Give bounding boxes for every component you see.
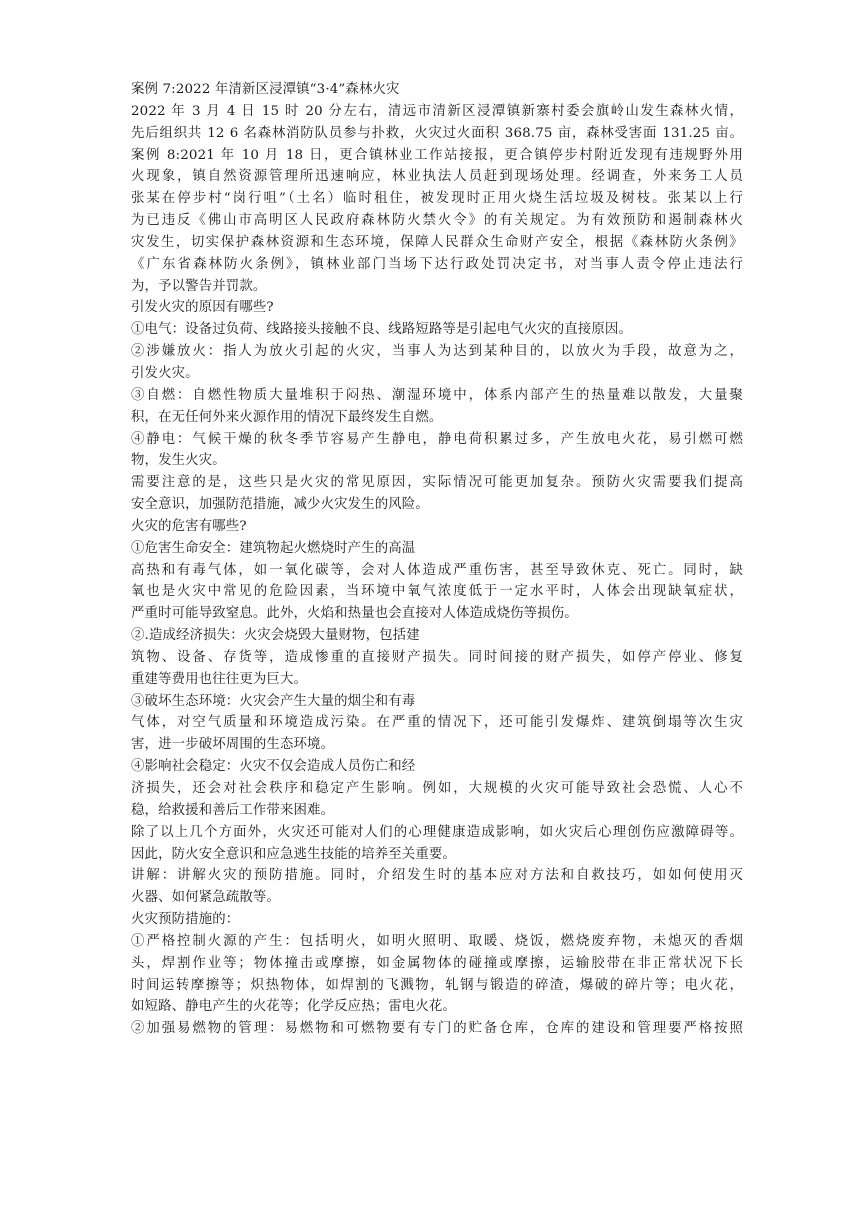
text-line: ②涉嫌放火：指人为放火引起的火灾，当事人为达到某种目的，以放火为手段，故意为之， bbox=[131, 344, 743, 360]
text-line: 张某在停步村“岗行咀”（土名）临时租住，被发现时正用火烧生活垃圾及树枝。张某以上行 bbox=[131, 191, 743, 207]
text-line: 重建等费用也往往更为巨大。 bbox=[131, 671, 308, 687]
text-line: 案例 7:2022 年清新区浸潭镇“3·4”森林火灾 bbox=[131, 82, 400, 97]
text-line: ②.造成经济损失：火灾会烧毁大量财物，包括建 bbox=[131, 628, 420, 644]
text-line: 火灾的危害有哪些? bbox=[131, 518, 247, 534]
text-line: 《广东省森林防火条例》，镇林业部门当场下达行政处罚决定书，对当事人责令停止违法行 bbox=[131, 256, 743, 272]
text-line: 积，在无任何外来火源作用的情况下最终发生自燃。 bbox=[131, 409, 443, 425]
text-line: ①电气：设备过负荷、线路接头接触不良、线路短路等是引起电气火灾的直接原因。 bbox=[131, 322, 633, 338]
text-line: ④影响社会稳定：火灾不仅会造成人员伤亡和经 bbox=[131, 759, 416, 775]
text-line: 严重时可能导致窒息。此外，火焰和热量也会直接对人体造成烧伤等损伤。 bbox=[131, 606, 578, 622]
text-line: 气体，对空气质量和环境造成污染。在严重的情况下，还可能引发爆炸、建筑倒塌等次生灾 bbox=[131, 715, 743, 731]
text-line: ①严格控制火源的产生：包括明火，如明火照明、取暖、烧饭，燃烧废弃物，未熄灭的香烟 bbox=[131, 933, 743, 949]
text-line: 如短路、静电产生的火花等；化学反应热；雷电火花。 bbox=[131, 999, 456, 1015]
text-line: 因此，防火安全意识和应急逃生技能的培养至关重要。 bbox=[131, 846, 456, 862]
text-line: 为，予以警告并罚款。 bbox=[131, 278, 267, 294]
text-line: 灾发生，切实保护森林资源和生态环境，保障人民群众生命财产安全，根据《森林防火条例》 bbox=[131, 234, 743, 250]
text-line: 案例 8:2021 年 10 月 18 日，更合镇林业工作站接报，更合镇停步村附近发现有违规野外用 bbox=[131, 147, 743, 163]
text-line: 火器、如何紧急疏散等。 bbox=[131, 890, 280, 906]
text-line: 2022 年 3 月 4 日 15 时 20 分左右，清远市清新区浸潭镇新寨村委会旗岭山发生森林火情， bbox=[131, 103, 743, 119]
text-line: 除了以上几个方面外，火灾还可能对人们的心理健康造成影响，如火灾后心理创伤应激障碍等。 bbox=[131, 824, 743, 840]
text-line: 时间运转摩擦等；炽热物体，如焊割的飞溅物，轧钢与锻造的碎渣，爆破的碎片等；电火花， bbox=[131, 977, 743, 993]
text-line: 筑物、设备、存货等，造成惨重的直接财产损失。同时间接的财产损失，如停产停业、修复 bbox=[131, 649, 743, 665]
text-line: 头，焊割作业等；物体撞击或摩擦，如金属物体的碰撞或摩擦，运输胶带在非正常状况下长 bbox=[131, 955, 743, 971]
text-line: ④静电：气候干燥的秋冬季节容易产生静电，静电荷积累过多，产生放电火花，易引燃可燃 bbox=[131, 431, 743, 447]
text-line: 害，进一步破坏周围的生态环境。 bbox=[131, 737, 335, 753]
text-line: 安全意识，加强防范措施，减少火灾发生的风险。 bbox=[131, 497, 429, 513]
text-line: 先后组织共 12 6 名森林消防队员参与扑救，火灾过火面积 368.75 亩，森林受害面 131.25 亩。 bbox=[131, 125, 743, 141]
text-line: 火灾预防措施的： bbox=[131, 912, 240, 928]
text-line: 需要注意的是，这些只是火灾的常见原因，实际情况可能更加复杂。预防火灾需要我们提高 bbox=[131, 475, 743, 491]
text-line: ③自燃：自燃性物质大量堆积于闷热、潮湿环境中，体系内部产生的热量难以散发，大量聚 bbox=[131, 387, 743, 403]
text-line: 为已违反《佛山市高明区人民政府森林防火禁火令》的有关规定。为有效预防和遏制森林火 bbox=[131, 213, 743, 229]
text-line: ②加强易燃物的管理：易燃物和可燃物要有专门的贮备仓库，仓库的建设和管理要严格按照 bbox=[131, 1021, 743, 1037]
text-line: 稳，给救援和善后工作带来困难。 bbox=[131, 802, 335, 818]
text-line: 济损失，还会对社会秩序和稳定产生影响。例如，大规模的火灾可能导致社会恐慌、人心不 bbox=[131, 781, 743, 796]
text-line: ③破坏生态环境：火灾会产生大量的烟尘和有毒 bbox=[131, 693, 416, 709]
text-line: 物，发生火灾。 bbox=[131, 453, 226, 469]
text-line: ①危害生命安全：建筑物起火燃烧时产生的高温 bbox=[131, 540, 416, 556]
text-line: 引发火灾的原因有哪些? bbox=[131, 300, 274, 316]
text-line: 氧也是火灾中常见的危险因素，当环境中氧气浓度低于一定水平时，人体会出现缺氧症状， bbox=[131, 584, 743, 600]
text-line: 火现象，镇自然资源管理所迅速响应，林业执法人员赶到现场处理。经调查，外来务工人员 bbox=[131, 169, 743, 185]
text-line: 引发火灾。 bbox=[131, 365, 199, 381]
text-line: 高热和有毒气体，如一氧化碳等，会对人体造成严重伤害，甚至导致休克、死亡。同时，缺 bbox=[131, 562, 743, 578]
document-body bbox=[131, 79, 743, 1040]
text-line: 讲解：讲解火灾的预防措施。同时，介绍发生时的基本应对方法和自救技巧，如如何使用灭 bbox=[131, 868, 743, 884]
